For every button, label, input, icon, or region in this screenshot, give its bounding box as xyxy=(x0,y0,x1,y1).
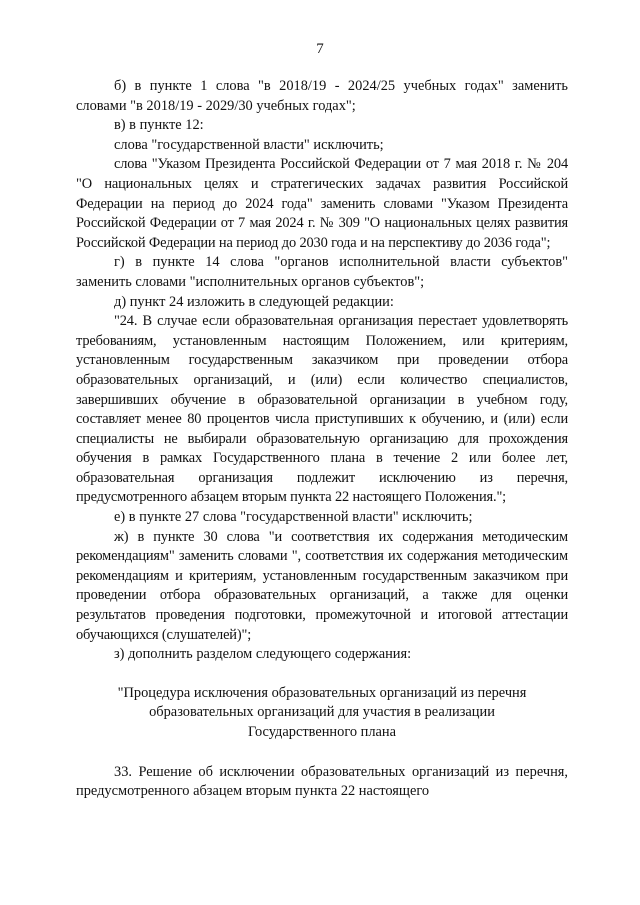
paragraph-amendment-zh: ж) в пункте 30 слова "и соответствия их содержания методическим рекомендациям" заменить словами ", соответствия их содержания методическим рекомендациям и критериям, установленным государственным заказчиком при проведении отбора образовательных организаций, а также для оценки результатов проведения подготовки, промежуточной и итоговой аттестации обучающихся (слушателей)"; xyxy=(76,528,568,643)
section-heading-line-2: образовательных организаций для участия в реализации xyxy=(149,704,495,721)
paragraph-point-24: "24. В случае если образовательная организация перестает удовлетворять требованиям, установленным настоящим Положением, или критериям, установленным государственным заказчиком при проведении отбора образовательных организаций, и (или) если количество специалистов, завершивших обучение в образовательной организации в учебном году, составляет менее 80 процентов числа приступивших к обучению, и (или) если специалисты не выбирали образовательную организацию для прохождения обучения в рамках Государственного плана в течение 2 или более лет, образовательная организация подлежит исключению из перечня, предусмотренного абзацем вторым пункта 22 настоящего Положения."; xyxy=(76,313,568,506)
section-heading-line-3: Государственного плана xyxy=(247,724,397,740)
paragraph-amendment-g: г) в пункте 14 слова "органов исполнительной власти субъектов" заменить словами "исполнительных органов субъектов"; xyxy=(76,254,568,290)
section-heading xyxy=(76,684,568,743)
document-body xyxy=(76,77,568,802)
paragraph-amendment-b: б) в пункте 1 слова "в 2018/19 - 2024/25 учебных годах" заменить словами "в 2018/19 - 2029/30 учебных годах"; xyxy=(76,78,568,114)
paragraph-amendment-v: в) в пункте 12: xyxy=(114,117,204,134)
paragraph-amendment-z: з) дополнить разделом следующего содержания: xyxy=(114,646,412,663)
page-number: 7 xyxy=(316,41,324,57)
paragraph-amendment-e: е) в пункте 27 слова "государственной власти" исключить; xyxy=(114,509,473,526)
section-heading-line-1: "Процедура исключения образовательных организаций из перечня xyxy=(117,684,527,701)
paragraph-point-33: 33. Решение об исключении образовательных организаций из перечня, предусмотренного абзацем вторым пункта 22 настоящего xyxy=(76,763,568,800)
paragraph-decree-replacement: слова "Указом Президента Российской Федерации от 7 мая 2018 г. № 204 "О национальных целях и стратегических задачах развития Российской Федерации на период до 2024 года" заменить словами "Указом Президента Российской Федерации от 7 мая 2024 г. № 309 "О национальных целях развития Российской Федерации на период до 2030 года и на перспективу до 2036 года"; xyxy=(76,156,568,251)
paragraph-words-state-power: слова "государственной власти" исключить; xyxy=(114,136,384,153)
paragraph-amendment-d: д) пункт 24 изложить в следующей редакции: xyxy=(114,293,394,310)
